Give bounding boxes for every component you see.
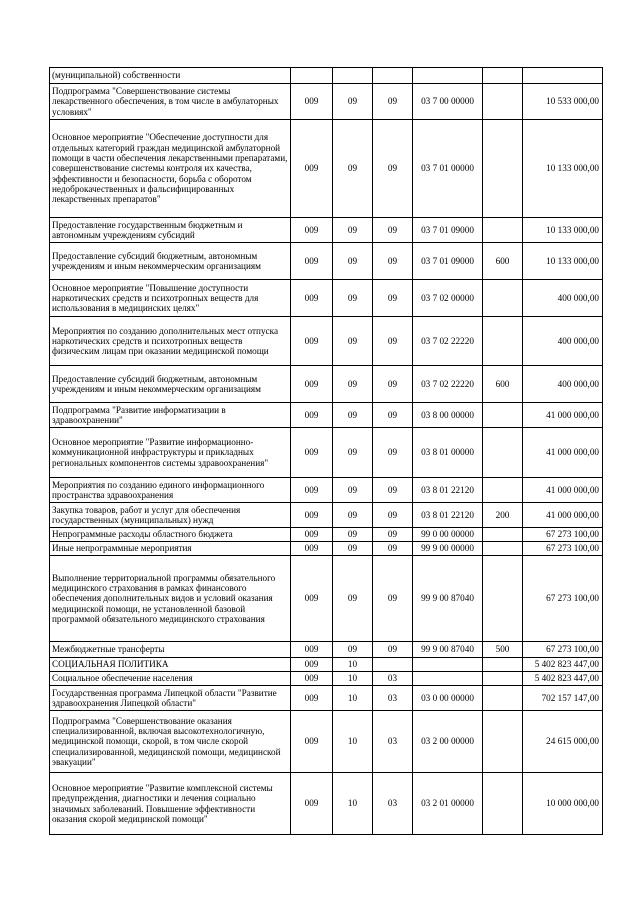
cell-ved: 009 [291,317,333,366]
cell-ved: 009 [291,84,333,120]
cell-ved: 009 [291,686,333,711]
cell-pr: 09 [373,84,413,120]
cell-csr: 99 9 00 00000 [413,542,483,556]
table-row [50,642,603,658]
table-row [50,556,603,642]
cell-vr: 600 [483,243,523,280]
cell-vr [483,478,523,503]
cell-vr [483,218,523,243]
cell-ved: 009 [291,503,333,528]
cell-name: Мероприятия по созданию дополнительных мест отпуска наркотических средств и психотропных веществ физическим лицам при оказании медицинской помощи [50,317,291,366]
cell-pr: 09 [373,403,413,428]
cell-sum: 10 133 000,00 [523,218,603,243]
cell-rz: 09 [333,642,373,658]
cell-pr: 09 [373,478,413,503]
table-row [50,528,603,542]
cell-csr: 03 7 01 00000 [413,120,483,218]
cell-csr: 03 7 02 22220 [413,317,483,366]
cell-rz: 09 [333,218,373,243]
cell-vr [483,672,523,686]
cell-sum: 67 273 100,00 [523,542,603,556]
cell-rz: 09 [333,503,373,528]
cell-pr: 09 [373,428,413,478]
cell-ved: 009 [291,280,333,317]
cell-ved: 009 [291,773,333,835]
cell-vr [483,428,523,478]
cell-ved: 009 [291,478,333,503]
cell-name: Основное мероприятие "Развитие информационно-коммуникационной инфраструктуры и прикладных региональных компонентов системы здравоохранения" [50,428,291,478]
table-row [50,243,603,280]
cell-ved: 009 [291,243,333,280]
cell-pr: 09 [373,542,413,556]
cell-csr: 03 0 00 00000 [413,686,483,711]
cell-ved: 009 [291,403,333,428]
cell-name: Непрограммные расходы областного бюджета [50,528,291,542]
cell-rz: 09 [333,84,373,120]
cell-name: Социальное обеспечение населения [50,672,291,686]
cell-sum: 10 533 000,00 [523,84,603,120]
cell-rz: 09 [333,280,373,317]
cell-vr [483,68,523,84]
cell-name: Выполнение территориальной программы обязательного медицинского страхования в рамках финансового обеспечения дополнительных видов и условий оказания медицинской помощи, не установленной базовой программой обязательного медицинского страхования [50,556,291,642]
cell-vr: 600 [483,366,523,403]
table-row [50,773,603,835]
cell-pr: 09 [373,218,413,243]
cell-sum: 67 273 100,00 [523,556,603,642]
cell-csr [413,68,483,84]
cell-name: Предоставление государственным бюджетным и автономным учреждениям субсидий [50,218,291,243]
cell-csr: 99 9 00 87040 [413,642,483,658]
cell-name: СОЦИАЛЬНАЯ ПОЛИТИКА [50,658,291,672]
cell-name: Иные непрограммные мероприятия [50,542,291,556]
cell-name: Государственная программа Липецкой области "Развитие здравоохранения Липецкой области" [50,686,291,711]
cell-sum: 41 000 000,00 [523,478,603,503]
cell-vr [483,556,523,642]
table-row [50,218,603,243]
table-row [50,658,603,672]
cell-name: Предоставление субсидий бюджетным, автономным учреждениям и иным некоммерческим организациям [50,366,291,403]
cell-pr: 09 [373,642,413,658]
cell-name: Межбюджетные трансферты [50,642,291,658]
cell-name: (муниципальной) собственности [50,68,291,84]
cell-csr: 03 2 00 00000 [413,711,483,773]
cell-rz: 09 [333,542,373,556]
cell-ved: 009 [291,542,333,556]
cell-rz: 10 [333,773,373,835]
cell-rz: 10 [333,686,373,711]
cell-ved [291,68,333,84]
cell-csr: 03 7 02 22220 [413,366,483,403]
cell-pr: 09 [373,503,413,528]
cell-name: Подпрограмма "Совершенствование оказания специализированной, включая высокотехнологичную, медицинской помощи, скорой, в том числе скорой специализированной, медицинской помощи, медицинской эвакуации" [50,711,291,773]
cell-ved: 009 [291,658,333,672]
cell-csr: 03 8 01 22120 [413,478,483,503]
cell-ved: 009 [291,366,333,403]
cell-vr [483,711,523,773]
cell-sum: 41 000 000,00 [523,503,603,528]
cell-sum: 24 615 000,00 [523,711,603,773]
cell-csr: 99 9 00 87040 [413,556,483,642]
table-row [50,428,603,478]
cell-rz: 10 [333,672,373,686]
cell-rz: 10 [333,711,373,773]
cell-vr [483,403,523,428]
table-row [50,120,603,218]
cell-rz: 09 [333,243,373,280]
cell-vr [483,528,523,542]
cell-rz: 09 [333,120,373,218]
cell-pr: 09 [373,280,413,317]
cell-sum [523,68,603,84]
cell-ved: 009 [291,528,333,542]
cell-vr [483,773,523,835]
cell-name: Основное мероприятие "Повышение доступности наркотических средств и психотропных веществ для использования в медицинских целях" [50,280,291,317]
cell-csr: 03 8 01 22120 [413,503,483,528]
cell-sum: 5 402 823 447,00 [523,672,603,686]
cell-csr [413,672,483,686]
cell-sum: 67 273 100,00 [523,528,603,542]
cell-ved: 009 [291,711,333,773]
cell-vr [483,84,523,120]
table-row [50,711,603,773]
table-row [50,366,603,403]
cell-vr: 500 [483,642,523,658]
cell-vr: 200 [483,503,523,528]
cell-rz: 09 [333,366,373,403]
cell-name: Мероприятия по созданию единого информационного пространства здравоохранения [50,478,291,503]
cell-pr: 03 [373,686,413,711]
cell-sum: 400 000,00 [523,366,603,403]
cell-name: Предоставление субсидий бюджетным, автономным учреждениям и иным некоммерческим организациям [50,243,291,280]
cell-vr [483,658,523,672]
cell-name: Закупка товаров, работ и услуг для обеспечения государственных (муниципальных) нужд [50,503,291,528]
cell-pr [373,658,413,672]
cell-vr [483,120,523,218]
table-row [50,84,603,120]
cell-ved: 009 [291,120,333,218]
table-row [50,503,603,528]
cell-name: Подпрограмма "Совершенствование системы лекарственного обеспечения, в том числе в амбулаторных условиях" [50,84,291,120]
table-row [50,672,603,686]
cell-ved: 009 [291,218,333,243]
cell-rz: 09 [333,428,373,478]
cell-sum: 400 000,00 [523,280,603,317]
cell-vr [483,317,523,366]
cell-vr [483,542,523,556]
cell-csr: 03 7 02 00000 [413,280,483,317]
cell-sum: 10 133 000,00 [523,120,603,218]
cell-ved: 009 [291,642,333,658]
cell-rz: 09 [333,478,373,503]
table-row [50,686,603,711]
cell-csr: 03 2 01 00000 [413,773,483,835]
cell-pr: 03 [373,672,413,686]
cell-csr [413,658,483,672]
cell-rz: 09 [333,556,373,642]
cell-vr [483,280,523,317]
budget-table [49,67,603,835]
cell-pr: 03 [373,773,413,835]
cell-rz [333,68,373,84]
cell-ved: 009 [291,556,333,642]
cell-name: Подпрограмма "Развитие информатизации в здравоохранении" [50,403,291,428]
cell-pr: 09 [373,243,413,280]
cell-sum: 10 133 000,00 [523,243,603,280]
table-row [50,68,603,84]
cell-pr: 09 [373,317,413,366]
cell-csr: 03 7 00 00000 [413,84,483,120]
cell-csr: 03 7 01 09000 [413,218,483,243]
table-row [50,280,603,317]
budget-table-body [50,68,603,835]
cell-pr: 09 [373,556,413,642]
cell-pr: 09 [373,528,413,542]
cell-sum: 702 157 147,00 [523,686,603,711]
cell-name: Основное мероприятие "Развитие комплексной системы предупреждения, диагностики и лечения социально значимых заболеваний. Повышение эффективности оказания скорой медицинской помощи" [50,773,291,835]
cell-sum: 41 000 000,00 [523,428,603,478]
cell-rz: 09 [333,317,373,366]
cell-sum: 5 402 823 447,00 [523,658,603,672]
cell-sum: 400 000,00 [523,317,603,366]
cell-ved: 009 [291,428,333,478]
cell-pr: 09 [373,366,413,403]
cell-csr: 03 8 01 00000 [413,428,483,478]
cell-pr: 03 [373,711,413,773]
cell-csr: 03 8 00 00000 [413,403,483,428]
table-row [50,317,603,366]
cell-pr [373,68,413,84]
cell-rz: 09 [333,528,373,542]
cell-csr: 03 7 01 09000 [413,243,483,280]
cell-rz: 09 [333,403,373,428]
cell-sum: 67 273 100,00 [523,642,603,658]
table-row [50,478,603,503]
cell-ved: 009 [291,672,333,686]
cell-name: Основное мероприятие "Обеспечение доступности для отдельных категорий граждан медицинской амбулаторной помощи в части обеспечения лекарственными препаратами, совершенствование системы контроля их качества, эффективности и безопасности, борьба с оборотом недоброкачественных и фальсифицированных лекарственных препаратов" [50,120,291,218]
table-row [50,403,603,428]
cell-sum: 41 000 000,00 [523,403,603,428]
cell-vr [483,686,523,711]
cell-csr: 99 0 00 00000 [413,528,483,542]
table-row [50,542,603,556]
cell-sum: 10 000 000,00 [523,773,603,835]
cell-pr: 09 [373,120,413,218]
cell-rz: 10 [333,658,373,672]
